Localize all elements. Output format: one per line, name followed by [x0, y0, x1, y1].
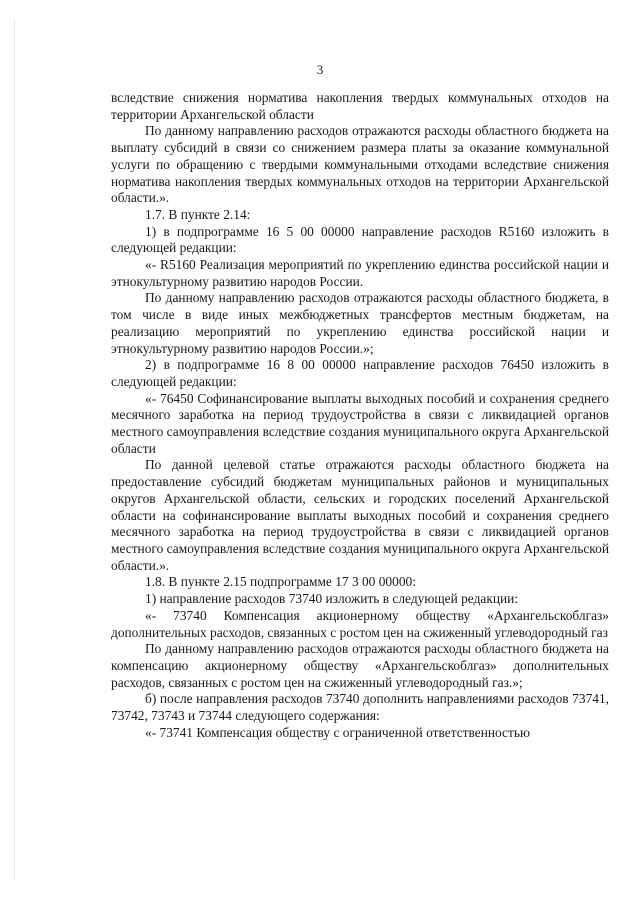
paragraph: По данной целевой статье отражаются расходы областного бюджета на предоставление субсидий бюджетам муниципальных районов и муниципальных округов Архангельской области, сельских и городских поселений Архангельской области на софинансирование выплаты выходных пособий и сохранения среднего месячного заработка на период трудоустройства в связи с ликвидацией органов местного самоуправления вследствие создания муниципального округа Архангельской области.». [111, 457, 609, 573]
paragraph: По данному направлению расходов отражаются расходы областного бюджета, в том числе в виде иных межбюджетных трансфертов местным бюджетам, на реализацию мероприятий по укреплению единства российской нации и этнокультурному развитию народов России.»; [111, 290, 609, 356]
paragraph: 1.8. В пункте 2.15 подпрограмме 17 3 00 00000: [145, 574, 416, 590]
document-body [111, 90, 609, 741]
page-number: 3 [316, 62, 324, 77]
paragraph: По данному направлению расходов отражаются расходы областного бюджета на выплату субсидий в связи со снижением размера платы за оказание коммунальной услуги по обращению с твердыми коммунальными отходами вследствие снижения норматива накопления твердых коммунальных отходов на территории Архангельской области.». [111, 123, 609, 206]
paragraph: вследствие снижения норматива накопления твердых коммунальных отходов на территории Архангельской области [111, 90, 609, 122]
paragraph: б) после направления расходов 73740 дополнить направлениями расходов 73741, 73742, 73743 и 73744 следующего содержания: [111, 691, 609, 724]
paragraph: 1) в подпрограмме 16 5 00 00000 направление расходов R5160 изложить в следующей редакции: [111, 223, 609, 256]
scan-edge-mark [14, 20, 16, 880]
paragraph: 2) в подпрограмме 16 8 00 00000 направление расходов 76450 изложить в следующей редакции: [111, 357, 609, 389]
paragraph: «- 76450 Софинансирование выплаты выходных пособий и сохранения среднего месячного заработка на период трудоустройства в связи с ликвидацией органов местного самоуправления вследствие создания муниципального округа Архангельской области [111, 390, 609, 456]
paragraph: По данному направлению расходов отражаются расходы областного бюджета на компенсацию акционерному обществу «Архангельскоблгаз» дополнительных расходов, связанных с ростом цен на сжиженный углеводородный газ.»; [111, 641, 609, 690]
paragraph: «- 73741 Компенсация обществу с ограниченной ответственностью [145, 724, 530, 740]
paragraph: 1.7. В пункте 2.14: [145, 206, 251, 222]
paragraph: «- 73740 Компенсация акционерному обществу «Архангельскоблгаз» дополнительных расходов, связанных с ростом цен на сжиженный углеводородный газ [111, 607, 609, 640]
paragraph: 1) направление расходов 73740 изложить в следующей редакции: [145, 591, 519, 607]
paragraph: «- R5160 Реализация мероприятий по укреплению единства российской нации и этнокультурному развитию народов России. [111, 257, 609, 289]
